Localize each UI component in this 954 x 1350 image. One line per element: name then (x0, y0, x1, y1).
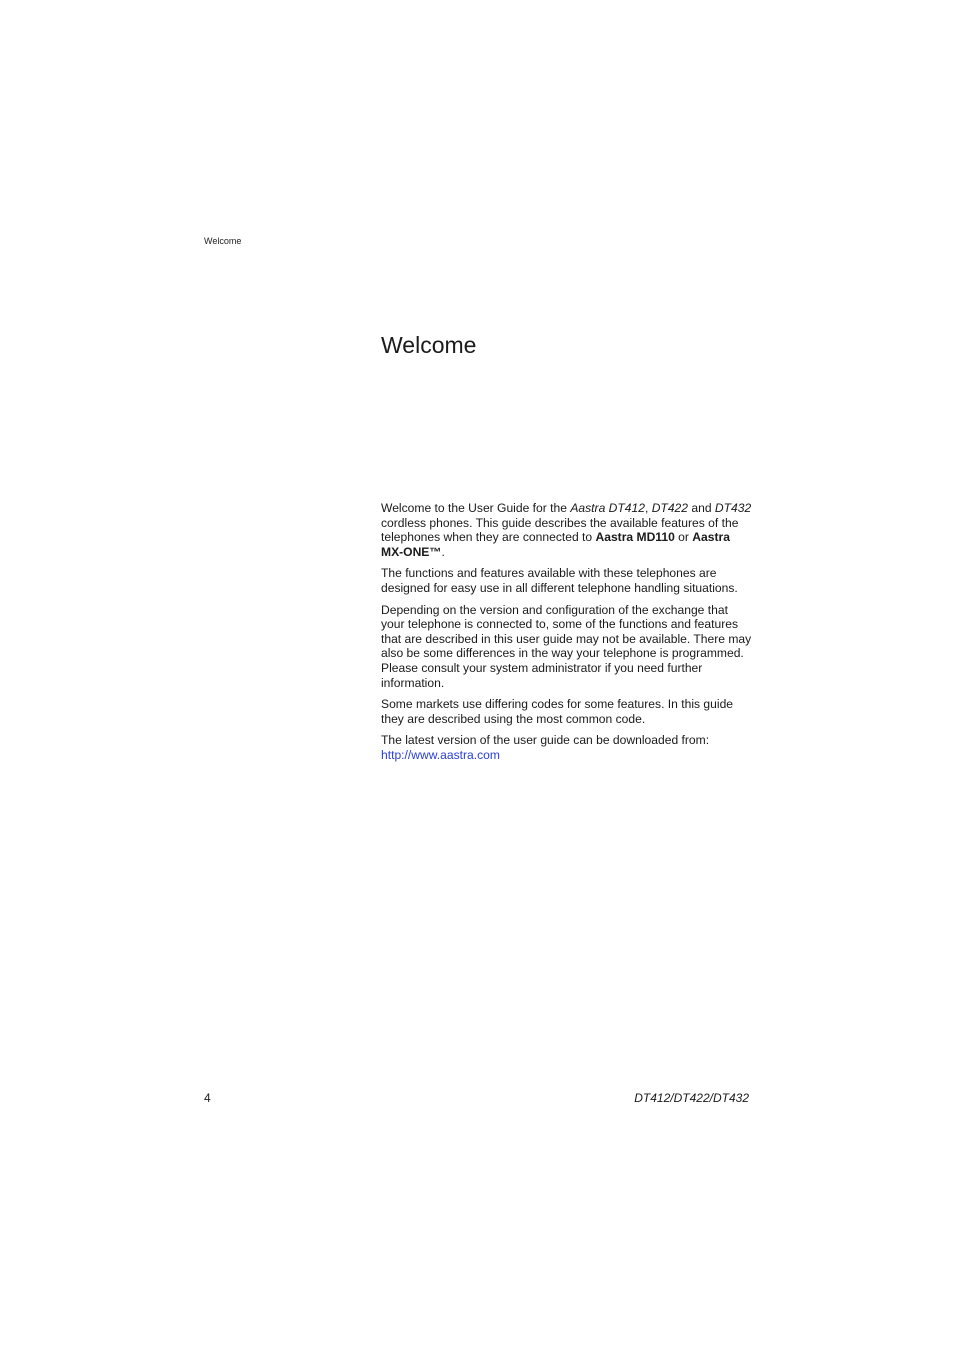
functions-paragraph: The functions and features available with these telephones are designed for easy use in all different telephone handling situations. (381, 566, 738, 595)
codes-paragraph: Some markets use differing codes for some features. In this guide they are described using the most common code. (381, 697, 734, 726)
body-text (381, 501, 753, 770)
intro-text-4: cordless phones. This guide describes the available features of the telephones when they are connected to (381, 515, 739, 545)
intro-paragraph (381, 501, 753, 559)
page-title: Welcome (381, 332, 477, 358)
system-mx-one: Aastra MX-ONE™ (381, 530, 730, 559)
intro-text-5: or (674, 530, 693, 545)
intro-text-2: , (644, 501, 652, 515)
intro-text-1: Welcome to the User Guide for the (381, 501, 571, 515)
aastra-website-link[interactable]: http://www.aastra.com (381, 747, 500, 762)
footer-model-name: DT412/DT422/DT432 (634, 1091, 749, 1105)
intro-text-3: and (688, 501, 715, 515)
footer-page-number: 4 (204, 1091, 211, 1105)
download-paragraph (381, 733, 753, 762)
model-dt432: DT432 (714, 501, 752, 515)
model-dt412: Aastra DT412 (570, 501, 645, 515)
download-text: The latest version of the user guide can be downloaded from: (381, 733, 710, 748)
model-dt422: DT422 (651, 501, 689, 515)
running-header: Welcome (204, 236, 242, 246)
system-md110: Aastra MD110 (595, 530, 675, 545)
availability-paragraph: Depending on the version and configuration of the exchange that your telephone is connected to, some of the functions and features that are described in this user guide may not be available. There may also be some differences in the way your telephone is programmed. Please consult your system administrator if you need further information. (381, 602, 752, 690)
intro-text-6: . (441, 544, 445, 559)
